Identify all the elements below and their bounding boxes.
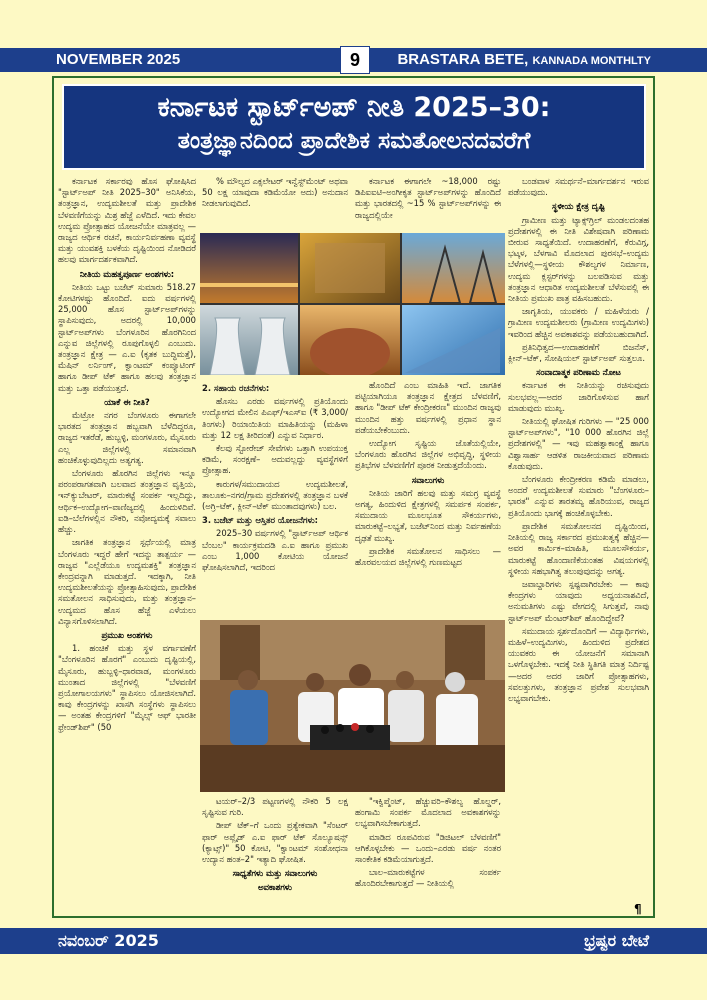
section-heading: ಸಾಧ್ಯತೆಗಳು ಮತ್ತು ಸವಾಲುಗಳು — [232, 868, 318, 879]
column-2-middle — [202, 380, 348, 616]
end-mark: ¶ — [634, 902, 642, 916]
section-heading: ಅವಕಾಶಗಳು — [258, 882, 292, 893]
paragraph: ನೀತಿಯ ಒಟ್ಟು ಬಜೆಟ್ ಸುಮಾರು 518.27 ಕೋಟಿಗಳಷ್ಟು ಹೊಂದಿದೆ. ಐದು ವರ್ಷಗಳಲ್ಲಿ 25,000 ಹೊಸ ಸ್ಟಾರ್ಟ್‌ಅಪ್‌ಗಳನ್ನು ಸ್ಥಾಪಿಸುವುದು, ಅದರಲ್ಲಿ 10,000 ಸ್ಟಾರ್ಟ್‌ಅಪ್‌ಗಳು ಬೆಂಗಳೂರಿನ ಹೊರಗಿನಿಂದ ಎನ್ನುವ ಜಿಲ್ಲೆಗಳಲ್ಲಿ ರೂಪುಗೊಳ್ಳಲಿ ಎಂಬುದು. ತಂತ್ರಜ್ಞಾನ ಕ್ಷೇತ್ರ — ಎ.ಐ (ಕೃತಕ ಬುದ್ಧಿಮತ್ತೆ), ಮೆಷಿನ್ ಲರ್ನಿಂಗ್, ಕ್ವಾಂಟಮ್ ಕಂಪ್ಯೂಟಿಂಗ್ ಹಾಗೂ ಡೀಪ್ ಟೆಕ್ ಹಾಗೂ ಹಲವು ತಂತ್ರಜ್ಞಾನ ಮತ್ತು ಒತ್ತಾ ಪಡೆಯುತ್ತದೆ. — [58, 281, 196, 393]
section-heading: ಸವಾಲುಗಳು — [411, 474, 445, 485]
footer-bar — [0, 928, 707, 954]
paragraph: ನೀತಿಯಲ್ಲಿ ಘೋಷಿತ ಗುರಿಗಳು — "25 000 ಸ್ಟಾರ್ಟ್‌ಅಪ್‌ಗಳು", "10 000 ಹೊರಗಿನ ಜಿಲ್ಲೆ ಪ್ರದೇಶಗಳಲ್ಲಿ" — ಇವು ಮಹತ್ವಾಕಾಂಕ್ಷೆ ಹಾಗೂ ವಿಶ್ವಾಸಾರ್ಹ ಆಡಳಿತ ರಾಜಕೀಯವಾದ ಪರಿಣಾಮ ಕೊಡುವುದು. — [508, 416, 649, 471]
column-1 — [58, 176, 196, 918]
column-3-top — [355, 176, 501, 232]
paragraph: ಬೆಂಗಳೂರು ಕೇಂದ್ರೀಕರಣ ಕಡಿಮೆ ಮಾಡಲು, ಅಂದರೆ ಉದ್ಯಮಶೀಲತೆ ಸುಮಾರು "ಬೆಂಗಳೂರು–ಭಾರತ" ಎನ್ನುವ ತಾರತಮ್ಯ ಹೊರಿಯುವ, ರಾಜ್ಯದ ಪ್ರತಿಯೊಂದು ಭಾಗಕ್ಕೆ ಹಂಚಿಕೊಳ್ಳಬೇಕು. — [508, 474, 649, 518]
section-heading: 3. ಬಜೆಟ್ ಮತ್ತು ಆಸ್ತಿತರ ಯೋಜನೆಗಳು: — [202, 515, 319, 526]
paragraph: ಪ್ರತಿನಿಧಿತ್ವದ—ಉದಾಹರಣೆಗೆ ಬಿಜನೆಸ್, ಕ್ಲೀನ್–ಟೆಕ್, ಸೋಷಿಯಲ್ ಸ್ಟಾರ್ಟ್‌ಅಪ್ ಸುತ್ತಲೂ. — [508, 341, 649, 364]
page-number: 9 — [340, 46, 370, 74]
paragraph: ಹೊಸಬ ಎರಡು ವರ್ಷಗಳಲ್ಲಿ ಪ್ರತಿಯೊಂದು ಉದ್ಯೋಗದ ಮೇಲಿನ ಪಿಎಫ್/ಇಎಸ್‌ಐ (₹ 3,000/ತಿಂಗಳು) ರಿಯಾಯಿತಿಯ ಮಾಹಿತಿಯನ್ನು (ಮಹಿಳಾ ಮತ್ತು 12 ಲಕ್ಷ ತೀರಿದಂತೆ) ಎನ್ನುವ ನಿರ್ಧಾರ. — [202, 396, 348, 440]
paragraph: ಡೀಪ್ ಟೆಕ್–ಗೆ ಒಂದು ಪ್ರತ್ಯೇಕವಾಗಿ "ಸೆಂಟರ್ ಫಾರ್ ಅಪ್ಲೈಡ್ ಎ.ಐ ಫಾರ್ ಟೆಕ್ ಸೊಲ್ಯೂಷನ್ಸ್ (ಕ್ಯಾಟ್ಸ್)" 50 ಕೋಟಿ, "ಕ್ವಾಂಟಮ್ ಸಂಶೋಧನಾ ಉದ್ಯಾನ ಹಂತ–2" ಇತ್ಯಾದಿ ಘೋಷಿತ. — [202, 820, 348, 865]
industry-collage-image — [200, 233, 505, 375]
paragraph: ಕಾರುಗಳ/ಸಮುದಾಯದ ಉದ್ಯಮಶೀಲತೆ, ತಾಲೂಕು–ನಗರ/ಗ್ರಾಮ ಪ್ರದೇಶಗಳಲ್ಲಿ ತಂತ್ರಜ್ಞಾನ ಬಳಕೆ (ಅಗ್ರಿ–ಟೆಕ್, ಕ್ಲೀನ್–ಟೆಕ್ ಮುಂತಾದವುಗಳು) ಬಲ. — [202, 478, 348, 512]
footer-date: ನವಂಬರ್ 2025 — [58, 931, 159, 950]
headline-line-1: ಕರ್ನಾಟಕ ಸ್ಟಾರ್ಟ್‌ಅಪ್ ನೀತಿ 2025–30: — [157, 92, 551, 123]
paragraph: ಹೊಂದಿದೆ ಎಂಬ ಮಾಹಿತಿ ಇದೆ. ಜಾಗತಿಕ ಪಟ್ಟಿಯಾಗಿಯೂ ತಂತ್ರಜ್ಞಾನ ಕ್ಷೇತ್ರದ ಬೆಳವಣಿಗೆ, ಹಾಗೂ "ಡೀಪ್ ಟೆಕ್ ಕೇಂದ್ರೀಕರಣ" ಮುಂದಿನ ರಾಜ್ಯವು ಮುಂದಿನ ಹತ್ತು ವರ್ಷಗಳಲ್ಲಿ ಪ್ರಧಾನ ಸ್ಥಾನ ಪಡೆಯಬೇಕೆಂಬುದು. — [355, 380, 501, 435]
paragraph: ಪ್ರಾದೇಶಿಕ ಸಮತೋಲನದ ದೃಷ್ಟಿಯಿಂದ, ನೀತಿಯಲ್ಲಿ ರಾಜ್ಯ ಸರ್ಕಾರದ ಪ್ರಮುಖತ್ವಕ್ಕೆ ಹೆಚ್ಚಿನ—ಅವರ ಕಾರ್ಮಿಕ–ಮಾಹಿತಿ, ಮೂಲಸೌಕರ್ಯ, ಮಾರುಕಟ್ಟೆ ಹೊಂದಾಣಿಕೆಯಂತಹ ವಿಷಯಗಳಲ್ಲಿ ಸ್ಥಳೀಯ ಸಹಭಾಗಿತ್ವ ತಲುಪುವುದನ್ನು ಅಗತ್ಯ. — [508, 520, 649, 576]
section-heading: ಸ್ಥಳೀಯ ಕ್ಷೇತ್ರ ದೃಷ್ಟಿ — [552, 201, 605, 212]
column-2-top — [202, 176, 348, 232]
headline-line-2: ತಂತ್ರಜ್ಞಾನದಿಂದ ಪ್ರಾದೇಶಿಕ ಸಮತೋಲನದವರೆಗೆ — [177, 128, 531, 154]
paragraph: % ಮೌಲ್ಯದ ಎಕ್ಸಲೇಟರ್ ಇನ್ವೆಸ್ಟ್‌ಮೆಂಟ್ ಅಥವಾ 50 ಲಕ್ಷ ಯಾವುದಾ ಕಡಿಮೆಯೋ ಅದು) ಅನುದಾನ ನೀಡಲಾಗುವುದಿದೆ. — [202, 176, 348, 209]
section-heading: ಪ್ರಮುಖ ಅಂಶಗಳು — [101, 629, 153, 640]
headline-box — [62, 84, 646, 170]
paragraph: ಟಯರ್–2/3 ಪಟ್ಟಣಗಳಲ್ಲಿ ನೌಕರಿ 5 ಲಕ್ಷ ಸೃಷ್ಟಿಸುವ ಗುರಿ. — [202, 796, 348, 818]
paragraph: ಉದ್ಯೋಗ ಸೃಷ್ಟಿಯ ಜೊತೆಯಲ್ಲಿಯೇ, ಬೆಂಗಳೂರು ಹೊರಗಿನ ಜಿಲ್ಲೆಗಳ ಅಭಿವೃದ್ಧಿ, ಸ್ಥಳೀಯ ಪ್ರತಿಭೆಗಳ ಬೆಳವಣಿಗೆಗೆ ಪೂರಕ ನೀಡುತ್ತದೆಯೆಂದು. — [355, 438, 501, 471]
paragraph: ಗ್ರಾಮೀಣ ಮತ್ತು ಟ್ಯಾಕ್ಸ್‌ಗ್ರಿಲ್ ಮಂಡಲದಂತಹ ಪ್ರದೇಶಗಳಲ್ಲಿ ಈ ನೀತಿ ವಿಶೇಷವಾಗಿ ಪರಿಣಾಮ ಬೀರುವ ಸಾಧ್ಯತೆಯಿದೆ. ಉದಾಹರಣೆಗೆ, ಕೆರುವಿಗ್ಗ, ಭಟ್ಕಳ, ಬೆಳಗಾವಿ ಮೊದಲಾದ ಪುರಸಭೆ–ಉದ್ಯಮ ಬೆಳೆಗಳಲ್ಲಿ—ಸ್ಥಳೀಯ ಕೌಶಲ್ಯಗಳ ನಿರ್ಮಾಣ, ಉದ್ಯಮ ಕ್ಲಸ್ಟರ್‌ಗಳನ್ನು ಬಲಪಡಿಸುವ ಮತ್ತು ತಂತ್ರಜ್ಞಾನ ಆಧಾರಿತ ಉದ್ಯಮಶೀಲತೆ ಬೆಳೆಸುವಲ್ಲಿ ಈ ನೀತಿಯ ಪ್ರಮುಖ ಪಾತ್ರ ವಹಿಸಬಹುದು. — [508, 214, 649, 304]
paragraph: ಬಂಡವಾಳ ಸಮರ್ಥನೆ–ಮಾರ್ಗದರ್ಶನ ಇರುವ ಪಡೆಯುವುದು. — [508, 176, 649, 198]
section-heading: 2. ಸಹಾಯ ರಚನೆಗಳು: — [202, 383, 270, 393]
paragraph: ಮೆಟ್ರೋ ನಗರ ಬೆಂಗಳೂರು ಈಗಾಗಲೇ ಭಾರತದ ತಂತ್ರಜ್ಞಾನ ಹಬ್ಬವಾಗಿ ಬೆಳೆದಿದ್ದರೂ, ರಾಜ್ಯದ ಇತರೆಡೆ, ಹುಬ್ಬಳ್ಳಿ, ಮಂಗಳೂರು, ಮೈಸೂರು ಎಲ್ಲ ಜಿಲ್ಲೆಗಳಲ್ಲಿ ಸಮಾನವಾಗಿ ಹಂಚಿಕೊಳ್ಳುವುದಿಲ್ಲದು ಅತ್ಯಗತ್ಯ. — [58, 410, 196, 465]
column-2-bottom — [202, 796, 348, 918]
paragraph: ಜವಾಬ್ದಾರಿಗಳು ಸ್ಪಷ್ಟವಾಗಿರಬೇಕು — ಕಾವು ಕೇಂದ್ರಗಳು ಯಾವುದು ಅಧ್ಯಯನಾಶವಿದೆ, ಅನುಮತಿಗಳು ಎಷ್ಟು ವೇಗದಲ್ಲಿ ಸಿಗುತ್ತವೆ, ನಾವು ಸ್ಟಾರ್ಟ್‌ಅಪ್ ಮೆಂಟರ್‌ಶಿಪ್ ಹೊಂದಿದ್ದೇವೆ? — [508, 578, 649, 623]
industry-collage-icon — [200, 233, 505, 375]
press-meet-photo-icon — [200, 620, 505, 792]
paragraph: ಬಾಲ–ಮಾರುಕಟ್ಟೆಗಳ ಸಂಪರ್ಕ ಹೊಂದಿರಬೇಕಾಗುತ್ತದೆ — ನೀತಿಯಲ್ಲಿ — [355, 867, 501, 889]
paragraph: ಕರ್ನಾಟಕ ಈಗಾಗಲೇ ~18,000 ರಷ್ಟು ಡಿಪಿಐಐಟಿ–ಅಂಗೀಕೃತ ಸ್ಟಾರ್ಟ್‌ಅಪ್‌ಗಳನ್ನು ಹೊಂದಿದೆ ಮತ್ತು ಭಾರತದಲ್ಲಿ ~15 % ಸ್ಟಾರ್ಟ್‌ಅಪ್‌ಗಳನ್ನು ಈ ರಾಜ್ಯದಲ್ಲಿಯೇ — [355, 176, 501, 220]
paragraph: ಕರ್ನಾಟಕ ಸರ್ಕಾರವು ಹೊಸ ಘೋಷಿಸಿದ "ಸ್ಟಾರ್ಟ್‌ಅಪ್ ನೀತಿ 2025–30" ಅನಿಸಿಕೆಯ, ತಂತ್ರಜ್ಞಾನ, ಉದ್ಯಮಶೀಲತೆ ಮತ್ತು ಪ್ರಾದೇಶಿಕ ಬೆಳವಣಿಗೆಯನ್ನು ಮಿಶ್ರ ಹೆಜ್ಜೆ ಎಳೆದಿದೆ. ಇದು ಕೇವಲ ಉದ್ಯಮ ಪ್ರೋತ್ಸಾಹದ ಯೋಜನೆಯೇ ಮಾತ್ರವಲ್ಲ — ರಾಜ್ಯದ ಆರ್ಥಿಕ ರಚನೆ, ಕಾರ್ಯನಿರ್ವಹಣಾ ವ್ಯವಸ್ಥೆ ಮತ್ತು ಯುವಶಕ್ತಿ ಬಳಕೆಯ ದೃಷ್ಟಿಯಿಂದ ನೋಡಿದರೆ ಹಲವು ಮಾರ್ಗದರ್ಶಕವಾಗಿದೆ. — [58, 176, 196, 265]
publication-name: BRASTARA BETE, KANNADA MONTHLTY — [397, 51, 651, 68]
section-heading: ನೀತಿಯ ಮಹತ್ವಪೂರ್ಣ ಅಂಶಗಳು: — [79, 268, 175, 279]
paragraph: "ಇಕ್ವಿಪ್ಮೆಂಟ್, ಹೆಚ್ಚುವರಿ–ಕೌಶಲ್ಯ ಹೊಲ್ಡರ್, ಹಂಗಾಮಿ ಸಂಪರ್ಕ ಮೊದಲಾದ ಅವಕಾಶಗಳನ್ನು ಲಭ್ಯವಾಗಿಸಬೇಕಾಗುತ್ತದೆ. — [355, 796, 501, 829]
section-heading: ಯಾಕೆ ಈ ನೀತಿ? — [104, 396, 150, 407]
section-heading: ಸಂವಾದಾತ್ಮಕ ಪರಿಣಾಮ ನೋಟ — [536, 367, 621, 378]
paragraph: ಜಾಗತಿಕ ತಂತ್ರಜ್ಞಾನ ಸ್ಪರ್ಧೆಯಲ್ಲಿ ಮಾತ್ರ ಬೆಂಗಳೂರು ಇದ್ದರೆ ಹೇಗೆ ಇದನ್ನು ತಾತ್ಪರ್ಯ — ರಾಜ್ಯವ "ಎಲ್ಲೆಡೆಯೂ ಉದ್ಯಮಶಕ್ತಿ" ತಂತ್ರಜ್ಞಾನ ಕೇಂದ್ರವನ್ನಾಗಿ ಮಾಡುತ್ತದೆ. ಇದಕ್ಕಾಗಿ, ನೀತಿ ಉದ್ಯಮಶೀಲತೆಯನ್ನು ಪ್ರೋತ್ಸಾಹಿಸುವುದು, ಪ್ರಾದೇಶಿಕ ಸಮತೋಲನ ಸಾಧಿಸುವುದು, ಮತ್ತು ತಂತ್ರಜ್ಞಾನ–ಉದ್ಯಮದ ಹೊಸ ಹೆಜ್ಜೆ ಎಳೆಯಲು ವಿನ್ಯಾಸಗೊಳಿಸಲಾಗಿದೆ. — [58, 537, 196, 626]
issue-date: NOVEMBER 2025 — [56, 51, 181, 68]
paragraph: ಬೆಂಗಳೂರು ಹೊರಗಿನ ಜಿಲ್ಲೆಗಳು ಇನ್ನೂ ಪರಂಪರಾಗತವಾಗಿ ಬಲವಾದ ತಂತ್ರಜ್ಞಾನ ವೃತ್ತಿಯ, ಇನ್‌ಕ್ಯುಬೇಟರ್, ಮಾರುಕಟ್ಟೆ ಸಂಪರ್ಕ ಇಲ್ಲದಿದ್ದು, ಆರ್ಥಿಕ–ಉದ್ಯೋಗ–ವಾಣಿಜ್ಯದಲ್ಲಿ ಹಿಂದುಳಿದಿವೆ. ಐಡಿ–ಬೆಲೆಗಳಲ್ಲಿನ ನೌಕರಿ, ನವೋದ್ಯಮಕ್ಕೆ ಸವಾಲು ಹೆಚ್ಚು. — [58, 468, 196, 535]
column-3-bottom — [355, 796, 501, 918]
paragraph: ಜಾಗೃತಿಯ, ಯುವಕರು / ಮಹಿಳೆಯರು / ಗ್ರಾಮೀಣ ಉದ್ಯಮಶೀಲರು (ಗ್ರಾಮೀಣ ಉದ್ಯಮಿಗಳು) ಇವರಿಂದ ಹೆಚ್ಚಿನ ಅವಕಾಶವನ್ನು ಪಡೆಯಬಹುದಾಗಿದೆ. — [508, 306, 649, 339]
paragraph: 1. ಹಂಚಿಕೆ ಮತ್ತು ಸ್ಥಳ ವರ್ಗಾವಣೆಗೆ "ಬೆಂಗಳೂರಿನ ಹೊರಗೆ" ಎಂಬುದು ದೃಷ್ಟಿಯಲ್ಲಿ, ಮೈಸೂರು, ಹುಬ್ಬಳ್ಳಿ–ಧಾರವಾಡ, ಮಂಗಳೂರು ಮುಂತಾದ ಜಿಲ್ಲೆಗಳಲ್ಲಿ "ಬೆಳವಣಿಗೆ ಪ್ರಯೋಗಾಲಯಗಳು" ಸ್ಥಾಪಿಸಲು ಯೋಜಿಸಲಾಗಿದೆ. ಕಾವು ಕೇಂದ್ರಗಳನ್ನು ಖಾಸಗಿ ಸಂಸ್ಥೆಗಳು ಸ್ಥಾಪಿಸಲು — ಅಂತಹ ಕೇಂದ್ರಗಳಿಗೆ "ಮೈಲ್ಸ್ ಆಫ್ ಭಾರತೀ ಫ್ರೇಂಡ್‌ಶಿಪ್" (50 — [58, 643, 196, 732]
column-4 — [508, 176, 649, 918]
paragraph: 2025–30 ವರ್ಷಗಳಲ್ಲಿ "ಸ್ಟಾರ್ಟ್‌ಅಪ್ ಆರ್ಥಿಕ ಬೆಂಬಲ" ಕಾರ್ಯಕ್ರಮದಡಿ ಎ.ಐ ಹಾಗೂ ಪ್ರಮುಖ ಎಂಬ 1,000 ಕೋಟಿಯ ಯೋಜನೆ ಘೋಷಿಸಲಾಗಿದೆ, ಇದರಿಂದ — [202, 528, 348, 573]
column-3-middle — [355, 380, 501, 616]
paragraph: ನೀತಿಯ ಜಾರಿಗೆ ಹಲವು ಮತ್ತು ಸಮಗ್ರ ವ್ಯವಸ್ಥೆ ಅಗತ್ಯ, ಹಿಂದುಳಿದ ಕ್ಷೇತ್ರಗಳಲ್ಲಿ ಸಮರ್ಪಕ ಸಂಪರ್ಕ, ಸಮುದಾಯ ಮೂಲಭೂತ ಸೌಕರ್ಯಗಳು, ಮಾರುಕಟ್ಟೆ–ಲಭ್ಯತೆ, ಬಜೆಟ್‌ನಿಂದ ಮತ್ತು ನಿರ್ವಹಣೆಯ ದೃಢತೆ ಮುಖ್ಯ. — [355, 487, 501, 543]
paragraph: ಪ್ರಾದೇಶಿಕ ಸಮತೋಲನ ಸಾಧಿಸಲು — ಹೊರವಲಯದ ಜಿಲ್ಲೆಗಳಲ್ಲಿ ಗುಣಮಟ್ಟದ — [355, 545, 501, 568]
paragraph: ಕರ್ನಾಟಕ ಈ ನೀತಿಯನ್ನು ರಚಿಸುವುದು ಸುಲಭವಲ್ಲ—ಅದರ ಜಾರಿಗೊಳಿಸುವ ಹಾಗೆ ಮಾಡುವುದು ಮುಖ್ಯ. — [508, 380, 649, 413]
paragraph: ಮಾಡಿದ ರೂಪವಿರುವ "ಡಿಜಿಟಲ್ ಬೆಳವಣಿಗೆ" ಆಗಿಕೊಳ್ಳಬೇಕು — ಒಂದು–ಎರಡು ವರ್ಷ ನಂತರ ಸಾಂಕೇತಿಕ ಕಡಿಮೆಯಾಗುತ್ತದೆ. — [355, 831, 501, 865]
press-meet-image — [200, 620, 505, 792]
paragraph: ಸಮುದಾಯ ಸ್ಪರ್ಶದೊಂದಿಗೆ — ವಿದ್ಯಾರ್ಥಿಗಳು, ಮಹಿಳೆ–ಉದ್ಯಮಿಗಳು, ಹಿಂದುಳಿದ ಪ್ರದೇಶದ ಯುವಕರು ಈ ಯೋಜನೆಗೆ ಸಮಾನಾಗಿ ಒಳಗೊಳ್ಳಬೇಕು. ಇದಕ್ಕೆ ನೀತಿ ಸ್ಥಿತಿಗತಿ ಮಾತ್ರ ನಿರ್ದಿಷ್ಟ—ಅದರ ಅದರ ಜಾರಿಗೆ ಪ್ರೋತ್ಸಾಹಗಳು, ಸವಲತ್ತುಗಳು, ತಂತ್ರಜ್ಞಾನ ಪ್ರವೇಶ ಸುಲಭವಾಗಿ ಲಭ್ಯವಾಗಬೇಕು. — [508, 625, 649, 703]
top-header-bar — [0, 48, 707, 72]
paragraph: ಕೆಲವು ಸ್ಟೋರೇಜ್ ಸೇವೆಗಳು ಒತ್ತಾಗಿ ಉಪಯುಕ್ತ ಕಡಿಮೆ, ಸಂರಕ್ಷಣೆ– ಅದುವಲ್ಲದ್ದು ವ್ಯವಸ್ಥೆಗಳಿಗೆ ಪ್ರೋತ್ಸಾಹ. — [202, 443, 348, 476]
footer-title: ಭ್ರಷ್ಟರ ಬೇಟೆ — [584, 931, 649, 950]
